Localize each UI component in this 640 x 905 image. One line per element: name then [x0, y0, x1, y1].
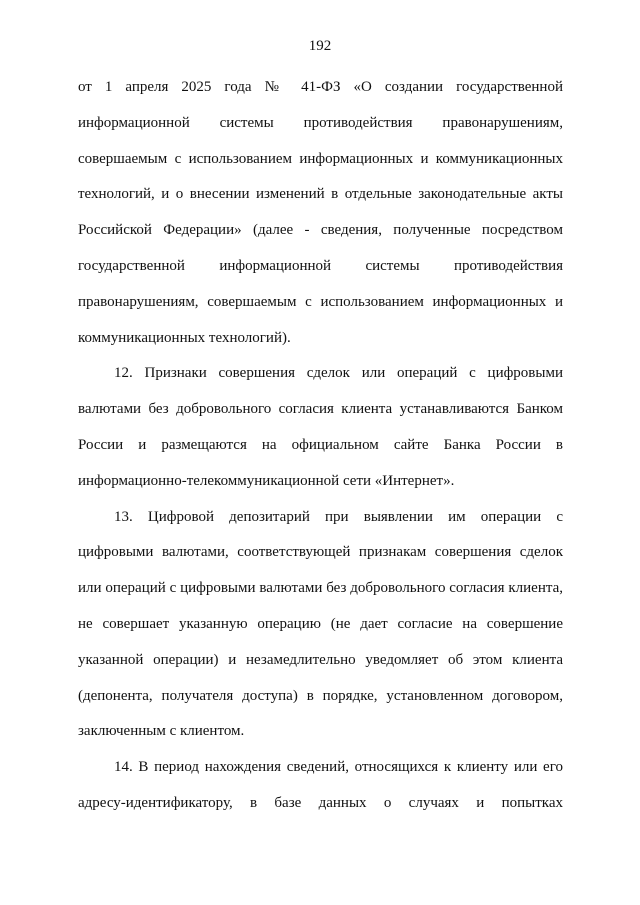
text-line: правонарушениям, совершаемым с использованием информационных и [78, 293, 563, 310]
paragraph-12 [78, 356, 563, 499]
document-body [78, 70, 563, 822]
text-line: государственной информационной системы противодействия [78, 257, 563, 274]
text-line: 12. Признаки совершения сделок или операций с цифровыми [114, 365, 563, 382]
text-line: (депонента, получателя доступа) в порядке, установленном договором, [78, 687, 563, 704]
text-line: коммуникационных технологий). [78, 329, 291, 346]
text-line: или операций с цифровыми валютами без добровольного согласия клиента, [78, 580, 563, 597]
text-line: валютами без добровольного согласия клиента устанавливаются Банком [78, 401, 563, 418]
text-line: 14. В период нахождения сведений, относящихся к клиенту или его [114, 759, 563, 776]
text-line: 13. Цифровой депозитарий при выявлении им операции с [114, 508, 563, 525]
text-line: адресу-идентификатору, в базе данных о случаях и попытках [78, 794, 563, 811]
text-line: заключенным с клиентом. [78, 723, 245, 740]
text-line: совершаемым с использованием информационных и коммуникационных [78, 150, 563, 167]
text-line: информационной системы противодействия правонарушениям, [78, 114, 563, 131]
text-line: цифровыми валютами, соответствующей признакам совершения сделок [78, 544, 563, 561]
text-line: Российской Федерации» (далее - сведения, полученные посредством [78, 222, 563, 239]
page-number: 192 [308, 38, 332, 54]
paragraph-13 [78, 500, 563, 751]
paragraph-14 [78, 750, 563, 822]
text-line: технологий, и о внесении изменений в отдельные законодательные акты [78, 186, 563, 203]
paragraph-continuation [78, 70, 563, 356]
text-line: не совершает указанную операцию (не дает согласие на совершение [78, 615, 563, 632]
text-line: России и размещаются на официальном сайте Банка России в [78, 436, 563, 453]
text-line: информационно-телекоммуникационной сети «Интернет». [78, 472, 455, 489]
text-line: указанной операции) и незамедлительно уведомляет об этом клиента [78, 651, 563, 668]
text-line: от 1 апреля 2025 года № 41-ФЗ «О создании государственной [78, 79, 563, 95]
